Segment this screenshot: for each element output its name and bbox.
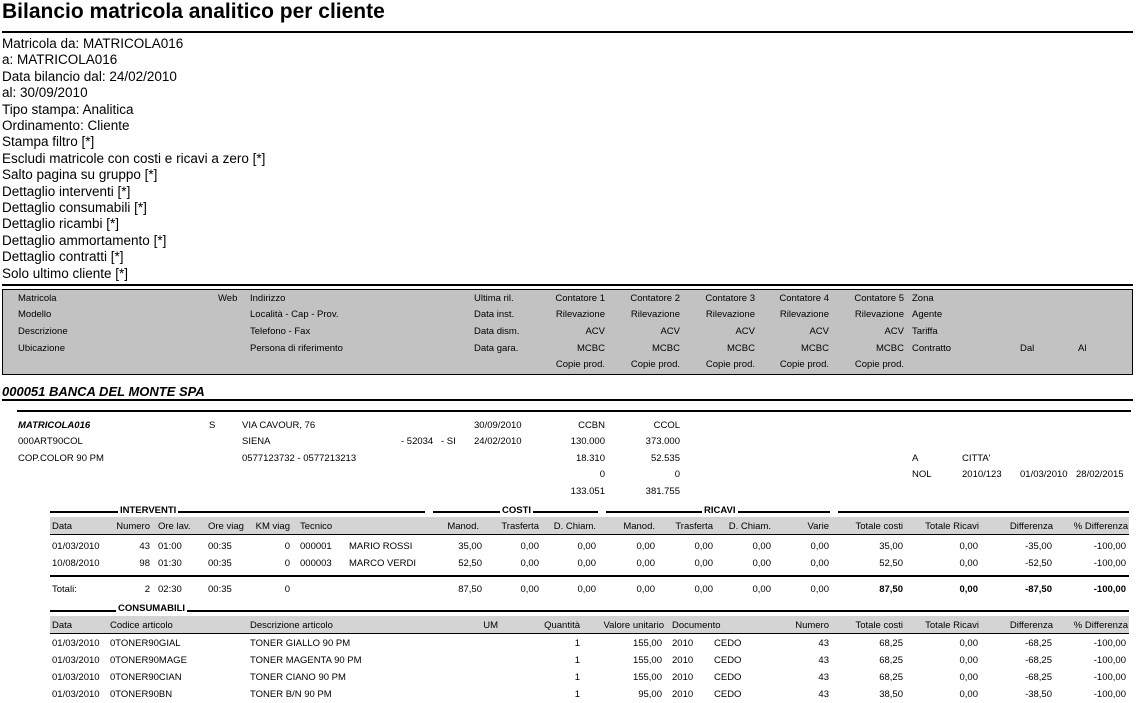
interventi-cell: 000001 xyxy=(300,541,332,552)
consumabili-cell: TONER B/N 90 PM xyxy=(250,689,332,700)
machine-contatore2-value: 373.000 xyxy=(645,436,680,447)
machine-contatore2-value: 381.755 xyxy=(645,486,680,497)
interventi-cell: 35,00 xyxy=(879,541,903,552)
hdr-contratto: Contratto xyxy=(912,343,952,354)
consumabili-cell: 0TONER90GIAL xyxy=(110,638,181,649)
report-title: Bilancio matricola analitico per cliente xyxy=(2,0,385,23)
interventi-cell: 01/03/2010 xyxy=(52,541,100,552)
machine-zona: A xyxy=(912,453,919,464)
hdr-data-dism: Data dism. xyxy=(474,326,520,337)
interventi-cell: 0,00 xyxy=(520,541,539,552)
hdr-zona: Zona xyxy=(912,293,934,304)
interventi-col-header: D. Chiam. xyxy=(553,521,596,532)
machine-al: 28/02/2015 xyxy=(1076,469,1124,480)
machine-contatore1-value: 133.051 xyxy=(570,486,605,497)
interventi-cell: 98 xyxy=(139,558,150,569)
hdr-acv: ACV xyxy=(585,326,605,337)
interventi-col-header: Ore lav. xyxy=(158,521,191,532)
machine-modello: 000ART90COL xyxy=(18,436,83,447)
machine-cap: - 52034 xyxy=(401,436,434,447)
interventi-total: 0,00 xyxy=(577,584,596,595)
interventi-col-header: Totale Ricavi xyxy=(925,521,979,532)
machine-contatore1-value: CCBN xyxy=(578,420,605,431)
consumabili-cell: 1 xyxy=(574,689,580,700)
hdr-telefono: Telefono - Fax xyxy=(250,326,311,337)
interventi-col-header: Varie xyxy=(807,521,829,532)
interventi-total: 0,00 xyxy=(694,584,713,595)
interventi-total: 87,50 xyxy=(879,584,903,595)
interventi-total: 0,00 xyxy=(636,584,655,595)
consumabili-cell: 1 xyxy=(574,655,580,666)
consumabili-col-header: Valore unitario xyxy=(603,620,664,631)
interventi-col-header: D. Chiam. xyxy=(728,521,771,532)
machine-contatore2-value: 52.535 xyxy=(650,453,680,464)
title-rule xyxy=(2,31,1133,33)
consumabili-cell: -68,25 xyxy=(1025,672,1052,683)
machine-contatore2-value: 0 xyxy=(674,469,680,480)
hdr-contatore: Contatore 1 xyxy=(555,293,605,304)
interventi-cell: MARCO VERDI xyxy=(349,558,417,569)
consumabili-cell: 155,00 xyxy=(632,638,662,649)
hdr-modello: Modello xyxy=(18,309,52,320)
consumabili-cell: 1 xyxy=(574,638,580,649)
hdr-acv: ACV xyxy=(735,326,755,337)
consumabili-heading: CONSUMABILI xyxy=(118,603,186,614)
interventi-heading: INTERVENTI xyxy=(120,505,177,516)
interventi-total: 0,00 xyxy=(959,584,978,595)
consumabili-cell: 01/03/2010 xyxy=(52,655,100,666)
consumabili-cell: 2010 xyxy=(672,638,694,649)
interventi-cell: 0,00 xyxy=(636,558,655,569)
interventi-cell: 0,00 xyxy=(520,558,539,569)
machine-contratto: NOL xyxy=(912,469,932,480)
interventi-cell: 0,00 xyxy=(694,541,713,552)
hdr-data-inst: Data inst. xyxy=(474,309,515,320)
hdr-dal: Dal xyxy=(1020,343,1035,354)
interventi-col-header: Manod. xyxy=(447,521,479,532)
interventi-cell: -52,50 xyxy=(1025,558,1052,569)
hdr-copie: Copie prod. xyxy=(854,359,904,370)
consumabili-cell: 0TONER90BN xyxy=(110,689,173,700)
consumabili-cell: 0,00 xyxy=(959,672,978,683)
machine-matricola: MATRICOLA016 xyxy=(18,420,91,431)
hdr-contatore: Contatore 5 xyxy=(854,293,904,304)
hdr-rilevazione: Rilevazione xyxy=(630,309,680,320)
interventi-cell: 52,50 xyxy=(879,558,903,569)
hdr-contatore: Contatore 4 xyxy=(779,293,829,304)
hdr-matricola: Matricola xyxy=(18,293,57,304)
interventi-col-header: Trasferta xyxy=(501,521,539,532)
interventi-total: 00:35 xyxy=(208,584,232,595)
interventi-cell: 0,00 xyxy=(636,541,655,552)
machine-contratto-num: 2010/123 xyxy=(962,469,1002,480)
interventi-total: -100,00 xyxy=(1093,584,1126,595)
interventi-col-header: KM viag xyxy=(255,521,290,532)
machine-rule xyxy=(17,410,1131,412)
hdr-contatore: Contatore 2 xyxy=(630,293,680,304)
interventi-cell: 0,00 xyxy=(577,558,596,569)
consumabili-cell: 155,00 xyxy=(632,655,662,666)
interventi-cell: -100,00 xyxy=(1093,541,1126,552)
consumabili-cell: 2010 xyxy=(672,689,694,700)
consumabili-cell: 1 xyxy=(574,672,580,683)
interventi-cell: 0,00 xyxy=(959,558,978,569)
consumabili-cell: 2010 xyxy=(672,672,694,683)
machine-prov: - SI xyxy=(441,436,456,447)
hdr-acv: ACV xyxy=(884,326,904,337)
interventi-total: 0,00 xyxy=(752,584,771,595)
consumabili-cell: 43 xyxy=(818,689,829,700)
machine-web: S xyxy=(209,420,216,431)
consumabili-cell: TONER CIANO 90 PM xyxy=(250,672,346,683)
consumabili-cell: 0,00 xyxy=(959,638,978,649)
consumabili-cell: 01/03/2010 xyxy=(52,689,100,700)
parameter-line: Dettaglio interventi [*] xyxy=(2,183,131,199)
consumabili-cell: 68,25 xyxy=(879,655,903,666)
interventi-cell: 000003 xyxy=(300,558,332,569)
hdr-acv: ACV xyxy=(660,326,680,337)
consumabili-cell: CEDO xyxy=(714,672,742,683)
consumabili-cell: -100,00 xyxy=(1093,689,1126,700)
parameter-line: Dettaglio consumabili [*] xyxy=(2,200,147,215)
interventi-total: -87,50 xyxy=(1025,584,1052,595)
hdr-mcbc: MCBC xyxy=(876,343,904,354)
machine-zona-desc: CITTA' xyxy=(962,453,991,464)
parameter-line: Matricola da: MATRICOLA016 xyxy=(2,36,184,51)
interventi-col-header: % Differenza xyxy=(1073,521,1128,532)
hdr-mcbc: MCBC xyxy=(727,343,755,354)
consumabili-col-header: Totale Ricavi xyxy=(925,620,979,631)
interventi-cell: 0,00 xyxy=(959,541,978,552)
interventi-col-header: Trasferta xyxy=(675,521,713,532)
consumabili-cell: -100,00 xyxy=(1093,655,1126,666)
parameter-line: Stampa filtro [*] xyxy=(2,134,95,150)
consumabili-col-header: UM xyxy=(483,620,498,631)
machine-dal: 01/03/2010 xyxy=(1020,469,1068,480)
machine-indirizzo: VIA CAVOUR, 76 xyxy=(242,420,316,431)
consumabili-col-header: Descrizione articolo xyxy=(250,620,333,631)
interventi-total: 87,50 xyxy=(458,584,482,595)
machine-data-inst: 24/02/2010 xyxy=(474,436,522,447)
consumabili-cell: TONER GIALLO 90 PM xyxy=(250,638,351,649)
parameter-line: Dettaglio ammortamento [*] xyxy=(2,232,167,248)
machine-telefono: 0577123732 - 0577213213 xyxy=(242,453,357,464)
interventi-col-header: Differenza xyxy=(1009,521,1053,532)
machine-ultima-ril: 30/09/2010 xyxy=(474,420,522,431)
hdr-mcbc: MCBC xyxy=(577,343,605,354)
interventi-cell: 0,00 xyxy=(810,541,829,552)
consumabili-header-rule xyxy=(50,633,1129,634)
machine-contatore1-value: 130.000 xyxy=(570,436,605,447)
interventi-col-header: Ore viag xyxy=(208,521,244,532)
parameter-line: Escludi matricole con costi e ricavi a zero [*] xyxy=(2,150,266,166)
hdr-mcbc: MCBC xyxy=(801,343,829,354)
interventi-col-header: Data xyxy=(52,521,73,532)
consumabili-cell: 2010 xyxy=(672,655,694,666)
interventi-cell: 43 xyxy=(139,541,150,552)
parameter-line: Dettaglio ricambi [*] xyxy=(2,216,120,232)
consumabili-top-rule xyxy=(50,610,1129,612)
parameter-line: Tipo stampa: Analitica xyxy=(2,101,134,117)
consumabili-col-header: Numero xyxy=(795,620,829,631)
hdr-copie: Copie prod. xyxy=(779,359,829,370)
interventi-top-rule xyxy=(50,511,425,513)
consumabili-cell: 0,00 xyxy=(959,655,978,666)
hdr-tariffa: Tariffa xyxy=(912,326,938,337)
interventi-cell: 0,00 xyxy=(810,558,829,569)
interventi-total: 0,00 xyxy=(520,584,539,595)
interventi-cell: 0,00 xyxy=(752,541,771,552)
consumabili-cell: -68,25 xyxy=(1025,638,1052,649)
consumabili-cell: 95,00 xyxy=(638,689,662,700)
interventi-cell: 00:35 xyxy=(208,541,232,552)
consumabili-cell: -68,25 xyxy=(1025,655,1052,666)
interventi-cell: 0 xyxy=(284,541,290,552)
consumabili-cell: 68,25 xyxy=(879,638,903,649)
machine-contatore1-value: 18.310 xyxy=(575,453,605,464)
hdr-copie: Copie prod. xyxy=(555,359,605,370)
interventi-col-header: Totale costi xyxy=(855,521,903,532)
hdr-ubicazione: Ubicazione xyxy=(18,343,65,354)
interventi-cell: 52,50 xyxy=(458,558,482,569)
interventi-col-header: Numero xyxy=(116,521,150,532)
interventi-cell: 0,00 xyxy=(577,541,596,552)
interventi-cell: 10/08/2010 xyxy=(52,558,100,569)
hdr-copie: Copie prod. xyxy=(630,359,680,370)
interventi-cell: 00:35 xyxy=(208,558,232,569)
hdr-acv: ACV xyxy=(809,326,829,337)
hdr-rilevazione: Rilevazione xyxy=(779,309,829,320)
hdr-rilevazione: Rilevazione xyxy=(705,309,755,320)
interventi-total: 02:30 xyxy=(158,584,182,595)
consumabili-col-header: Totale costi xyxy=(855,620,903,631)
consumabili-cell: -100,00 xyxy=(1093,638,1126,649)
hdr-rilevazione: Rilevazione xyxy=(555,309,605,320)
consumabili-cell: TONER MAGENTA 90 PM xyxy=(250,655,362,666)
hdr-descrizione: Descrizione xyxy=(18,326,68,337)
machine-contatore1-value: 0 xyxy=(599,469,605,480)
hdr-rilevazione: Rilevazione xyxy=(854,309,904,320)
machine-localita: SIENA xyxy=(242,436,271,447)
consumabili-cell: 01/03/2010 xyxy=(52,672,100,683)
consumabili-col-header: Documento xyxy=(672,620,721,631)
consumabili-cell: 01/03/2010 xyxy=(52,638,100,649)
consumabili-cell: -100,00 xyxy=(1093,672,1126,683)
hdr-ultima-ril: Ultima ril. xyxy=(474,293,514,304)
interventi-header-rule xyxy=(50,534,1129,535)
totali-top-rule xyxy=(838,511,1129,513)
consumabili-cell: 68,25 xyxy=(879,672,903,683)
interventi-cell: -35,00 xyxy=(1025,541,1052,552)
consumabili-cell: CEDO xyxy=(714,689,742,700)
interventi-cell: 01:00 xyxy=(158,541,182,552)
consumabili-col-header: Quantità xyxy=(544,620,580,631)
parameter-line: Data bilancio dal: 24/02/2010 xyxy=(2,68,177,84)
hdr-data-gara: Data gara. xyxy=(474,343,519,354)
hdr-agente: Agente xyxy=(912,309,943,320)
params-rule xyxy=(2,284,1133,286)
consumabili-cell: -38,50 xyxy=(1025,689,1052,700)
hdr-copie: Copie prod. xyxy=(705,359,755,370)
consumabili-cell: CEDO xyxy=(714,638,742,649)
customer-rule xyxy=(2,399,1133,401)
consumabili-cell: 43 xyxy=(818,672,829,683)
consumabili-col-header: Data xyxy=(52,620,73,631)
parameter-line: Salto pagina su gruppo [*] xyxy=(2,167,158,183)
hdr-indirizzo: Indirizzo xyxy=(250,293,286,304)
hdr-mcbc: MCBC xyxy=(652,343,680,354)
machine-descrizione: COP.COLOR 90 PM xyxy=(18,453,104,464)
interventi-cell: -100,00 xyxy=(1093,558,1126,569)
machine-contatore2-value: CCOL xyxy=(653,420,680,431)
consumabili-cell: 43 xyxy=(818,655,829,666)
interventi-total: Totali: xyxy=(52,584,77,595)
interventi-col-header: Manod. xyxy=(623,521,655,532)
hdr-web: Web xyxy=(218,293,238,304)
interventi-totals-rule xyxy=(50,575,1129,577)
parameter-line: Dettaglio contratti [*] xyxy=(2,249,124,265)
interventi-total: 0 xyxy=(284,584,290,595)
consumabili-cell: 0TONER90CIAN xyxy=(110,672,182,683)
consumabili-cell: 38,50 xyxy=(879,689,903,700)
parameter-line: a: MATRICOLA016 xyxy=(2,52,118,68)
consumabili-col-header: Codice articolo xyxy=(110,620,173,631)
customer-name: 000051 BANCA DEL MONTE SPA xyxy=(2,384,205,399)
interventi-cell: 0,00 xyxy=(752,558,771,569)
consumabili-cell: 0,00 xyxy=(959,689,978,700)
interventi-col-header: Tecnico xyxy=(300,521,333,532)
consumabili-col-header: % Differenza xyxy=(1073,620,1128,631)
consumabili-cell: CEDO xyxy=(714,655,742,666)
interventi-total: 2 xyxy=(144,584,150,595)
parameter-line: Ordinamento: Cliente xyxy=(2,118,130,133)
ricavi-heading: RICAVI xyxy=(704,505,736,516)
consumabili-cell: 43 xyxy=(818,638,829,649)
consumabili-col-header: Differenza xyxy=(1009,620,1053,631)
interventi-cell: MARIO ROSSI xyxy=(349,541,413,552)
consumabili-cell: 0TONER90MAGE xyxy=(110,655,187,666)
hdr-localita: Località - Cap - Prov. xyxy=(250,309,339,320)
interventi-cell: 01:30 xyxy=(158,558,182,569)
hdr-persona: Persona di riferimento xyxy=(250,343,343,354)
interventi-cell: 0,00 xyxy=(694,558,713,569)
interventi-cell: 0 xyxy=(284,558,290,569)
hdr-contatore: Contatore 3 xyxy=(705,293,755,304)
interventi-total: 0,00 xyxy=(810,584,829,595)
parameter-line: Solo ultimo cliente [*] xyxy=(2,265,129,281)
hdr-al: Al xyxy=(1078,343,1087,354)
consumabili-cell: 155,00 xyxy=(632,672,662,683)
interventi-cell: 35,00 xyxy=(458,541,482,552)
parameter-line: al: 30/09/2010 xyxy=(2,85,88,101)
costi-heading: COSTI xyxy=(502,505,532,516)
